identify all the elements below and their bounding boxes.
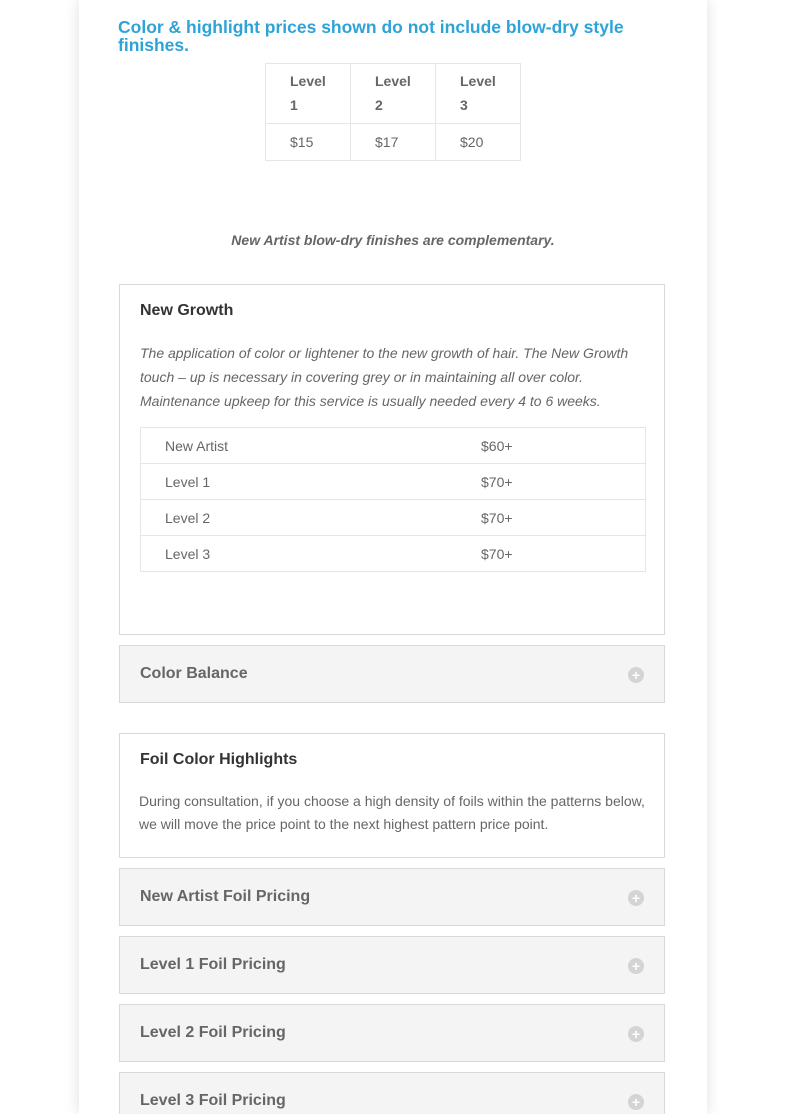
- table-row: [141, 464, 646, 500]
- table-header-cell: Level 1: [266, 64, 351, 124]
- table-cell: Level 1: [141, 464, 458, 500]
- plus-circle-icon[interactable]: +: [628, 667, 644, 683]
- table-cell: New Artist: [141, 428, 458, 464]
- table-cell: Level 2: [141, 500, 458, 536]
- toggle-title[interactable]: New Artist Foil Pricing: [140, 888, 311, 905]
- toggle-title[interactable]: Level 1 Foil Pricing: [140, 956, 286, 973]
- toggle-new-growth[interactable]: [119, 284, 665, 635]
- complement-note: New Artist blow-dry finishes are complementary.: [231, 232, 555, 248]
- new-growth-price-table: [140, 427, 646, 572]
- table-row: [141, 536, 646, 572]
- table-cell: $60+: [457, 428, 646, 464]
- plus-circle-icon[interactable]: +: [628, 958, 644, 974]
- toggle-level-2-foil-pricing[interactable]: [119, 1004, 665, 1062]
- plus-circle-icon[interactable]: +: [628, 890, 644, 906]
- toggle-title[interactable]: Level 2 Foil Pricing: [140, 1024, 286, 1041]
- table-cell: $15: [266, 124, 351, 161]
- toggle-description: During consultation, if you choose a high density of foils within the patterns below, we will move the price point to the next highest pattern price point.: [139, 793, 645, 832]
- table-row: [141, 500, 646, 536]
- toggle-description: The application of color or lightener to the new growth of hair. The New Growth touch – up is necessary in covering grey or in maintaining all over color. Maintenance upkeep for this service is usually needed every 4 to 6 weeks.: [140, 345, 629, 409]
- level-price-table: [265, 63, 521, 161]
- table-cell: $17: [351, 124, 436, 161]
- toggle-level-1-foil-pricing[interactable]: [119, 936, 665, 994]
- table-cell: $70+: [457, 500, 646, 536]
- toggle-title[interactable]: Level 3 Foil Pricing: [140, 1092, 286, 1109]
- pricing-notice: Color & highlight prices shown do not include blow-dry style finishes.: [118, 17, 624, 55]
- table-row: [266, 124, 521, 161]
- toggle-color-balance[interactable]: [119, 645, 665, 703]
- plus-circle-icon[interactable]: +: [628, 1026, 644, 1042]
- toggle-foil-color-highlights[interactable]: [119, 733, 665, 858]
- table-cell: $20: [436, 124, 521, 161]
- toggle-new-artist-foil-pricing[interactable]: [119, 868, 665, 926]
- table-row: [266, 64, 521, 124]
- toggle-title[interactable]: Color Balance: [140, 665, 248, 682]
- content-page: [79, 0, 707, 1114]
- table-cell: $70+: [457, 464, 646, 500]
- table-cell: Level 3: [141, 536, 458, 572]
- toggle-level-3-foil-pricing[interactable]: [119, 1072, 665, 1114]
- toggle-title[interactable]: Foil Color Highlights: [140, 751, 298, 768]
- plus-circle-icon[interactable]: +: [628, 1094, 644, 1110]
- table-header-cell: Level 3: [436, 64, 521, 124]
- table-row: [141, 428, 646, 464]
- toggle-title[interactable]: New Growth: [140, 302, 234, 319]
- table-cell: $70+: [457, 536, 646, 572]
- table-header-cell: Level 2: [351, 64, 436, 124]
